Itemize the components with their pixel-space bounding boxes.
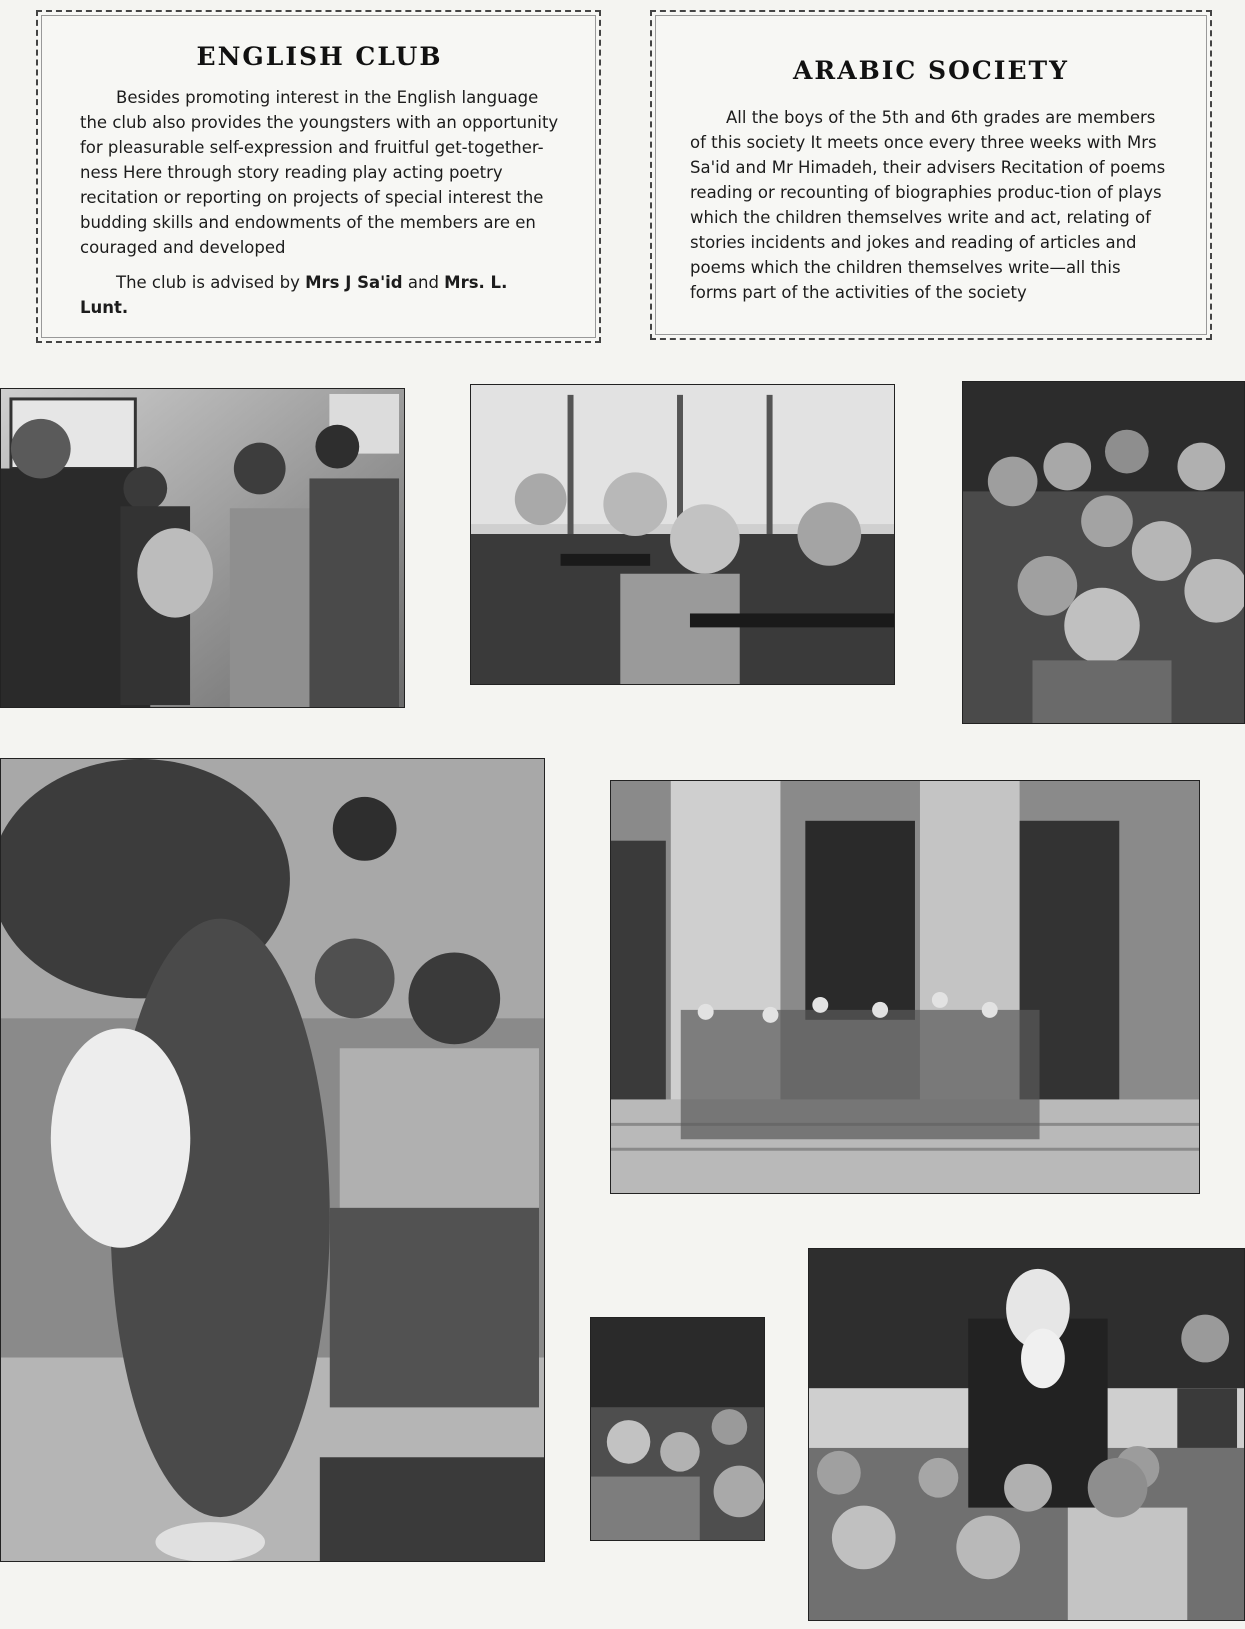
santa-costume-photo (0, 758, 545, 1562)
arabic-society-box (650, 10, 1212, 340)
english-club-box (36, 10, 601, 343)
arabic-society-title: ARABIC SOCIETY (793, 56, 1069, 85)
building-steps-photo (610, 780, 1200, 1194)
classroom-photo (0, 388, 405, 708)
santa-with-accordion-photo (808, 1248, 1245, 1621)
english-club-body: Besides promoting interest in the English language the club also provides the youngsters with an opportunity for pleasurable self-expression and fruitful get-together-ness Here through story reading play acting poetry recitation or reporting on projects of special interest the budding skills and endowments of the members are en couraged and developed (80, 88, 559, 257)
english-club-advisors: The club is advised by Mrs J Sa'id and Mrs. L. Lunt. (80, 273, 508, 317)
english-club-title: ENGLISH CLUB (196, 42, 443, 71)
small-audience-photo (590, 1317, 765, 1541)
group-of-boys-photo (962, 381, 1245, 724)
bus-photo (470, 384, 895, 685)
arabic-society-body: All the boys of the 5th and 6th grades are members of this society It meets once every three weeks with Mrs Sa'id and Mr Himadeh, their advisers Recitation of poems reading or recounting of biographies produc-tion of plays which the children themselves write and act, relating of stories incidents and jokes and reading of articles and poems which the children themselves write—all this forms part of the activities of the society (690, 108, 1166, 302)
